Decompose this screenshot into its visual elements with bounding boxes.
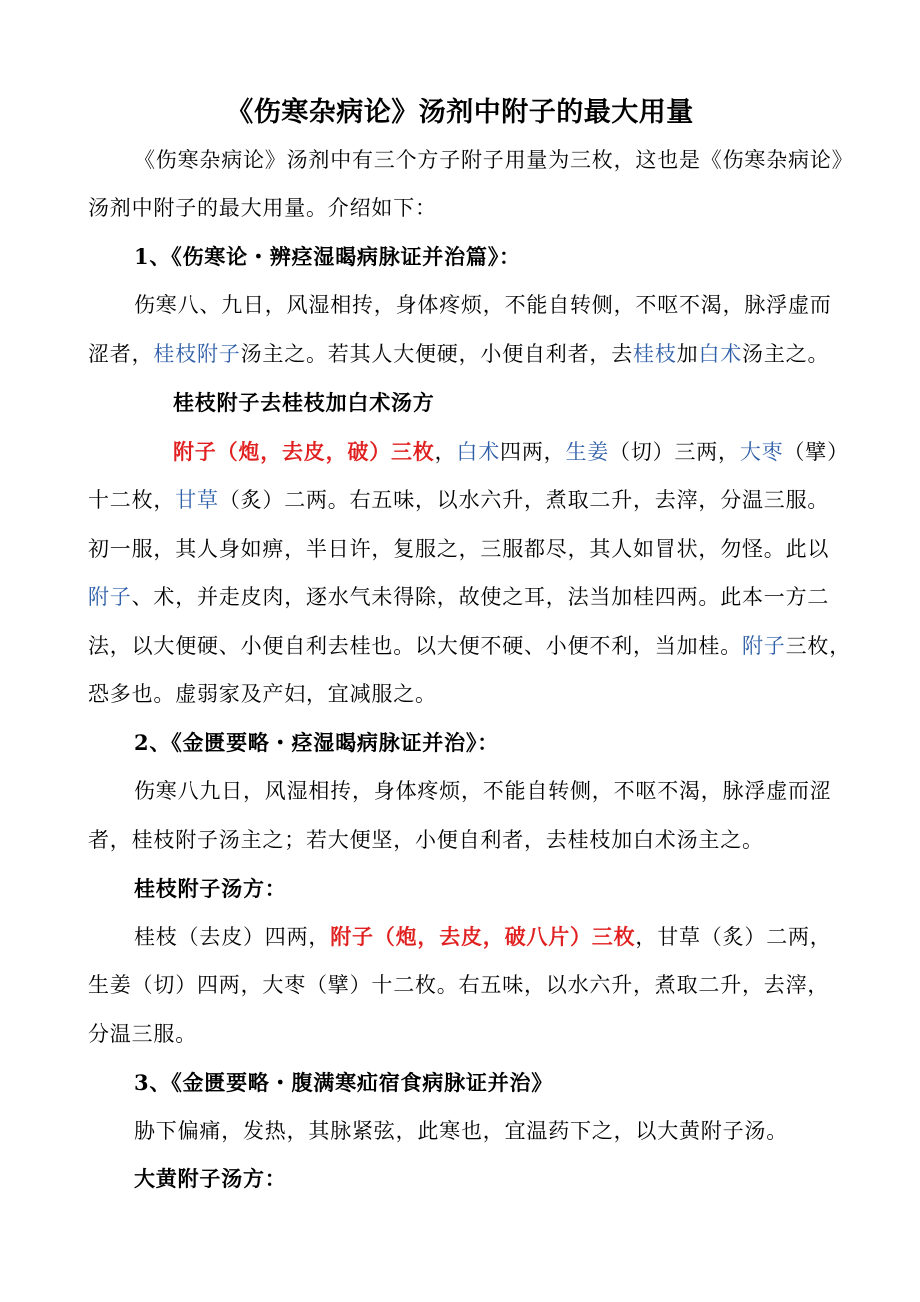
text-span: ， [434,440,457,464]
intro-line-2: 汤剂中附子的最大用量。介绍如下： [88,196,437,220]
text-span: 三枚， [785,634,852,658]
section-1-recipe-line-5 [88,631,852,661]
text-span: 、术，并走皮肉，逐水气未得除，故使之耳，法当加桂四两。此本一方二 [131,585,830,609]
section-1-recipe-line-6: 恐多也。虚弱家及产妇，宜减服之。 [88,682,437,706]
herb-term: 白术 [456,440,501,464]
text-span: （擘） [783,440,849,464]
herb-term: 生姜 [565,440,610,464]
text-span: ，甘草（炙）二两， [635,925,832,949]
section-1-text-line-2 [88,339,848,369]
text-span: （炙）二两。右五味，以水六升，煮取二升，去滓，分温三服。 [218,488,830,512]
section-2-text-line-2: 者，桂枝附子汤主之；若大便坚，小便自利者，去桂枝加白术汤主之。 [88,828,764,852]
herb-term: 附子 [742,634,786,658]
intro-line-1: 《伤寒杂病论》汤剂中有三个方子附子用量为三枚，这也是《伤寒杂病论》 [134,148,854,172]
aconite-dose-highlight: 附子（炮，去皮，破）三枚 [173,439,435,464]
section-1-recipe-line-2 [88,485,848,515]
herb-term: 甘草 [175,488,219,512]
section-1-formula-title: 桂枝附子去桂枝加白术汤方 [173,390,435,415]
section-2-text-line-1: 伤寒八九日，风湿相抟，身体疼烦，不能自转侧，不呕不渴，脉浮虚而涩 [134,779,832,803]
section-1-text-line-1: 伤寒八、九日，风湿相抟，身体疼烦，不能自转侧，不呕不渴，脉浮虚而 [134,293,832,317]
text-span: 汤主之。 [742,342,830,366]
text-span: 加 [676,342,699,366]
herb-term: 白术 [698,342,743,366]
aconite-dose-highlight: 附子（炮，去皮，破八片）三枚 [330,924,636,949]
text-span: 涩者， [88,342,154,366]
text-span: 四两， [500,440,566,464]
section-3-text-line-1: 胁下偏痛，发热，其脉紧弦，此寒也，宜温药下之，以大黄附子汤。 [134,1119,788,1143]
text-span: 汤主之。若其人大便硬，小便自利者，去 [240,342,634,366]
document-title: 《伤寒杂病论》汤剂中附子的最大用量 [226,97,694,128]
herb-term: 桂枝附子 [153,342,241,366]
section-1-heading: 1、《伤寒论・辨痉湿暍病脉证并治篇》： [134,244,521,269]
section-1-recipe-line-4 [88,582,848,612]
text-span: 十二枚， [88,488,176,512]
section-2-formula-title: 桂枝附子汤方： [134,876,287,901]
text-span: 桂枝（去皮）四两， [134,925,331,949]
section-2-recipe-line-3: 分温三服。 [88,1022,197,1046]
section-2-recipe-line-2: 生姜（切）四两，大枣（擘）十二枚。右五味，以水六升，煮取二升，去滓， [88,973,830,997]
herb-term: 桂枝 [633,342,677,366]
text-span: （切）三两， [609,440,740,464]
section-1-recipe-line-3: 初一服，其人身如痹，半日许，复服之，三服都尽，其人如冒状，勿怪。此以 [88,537,830,561]
section-2-recipe-line-1 [134,922,894,952]
section-3-heading: 3、《金匮要略・腹满寒疝宿食病脉证并治》 [134,1070,554,1095]
herb-term: 大枣 [739,440,784,464]
section-3-formula-title: 大黄附子汤方： [134,1166,287,1191]
section-1-recipe-line-1 [173,437,920,467]
section-2-heading: 2、《金匮要略・痉湿暍病脉证并治》： [134,730,500,755]
herb-term: 附子 [88,585,132,609]
text-span: 法，以大便硬、小便自利去桂也。以大便不硬、小便不利，当加桂。 [88,634,742,658]
